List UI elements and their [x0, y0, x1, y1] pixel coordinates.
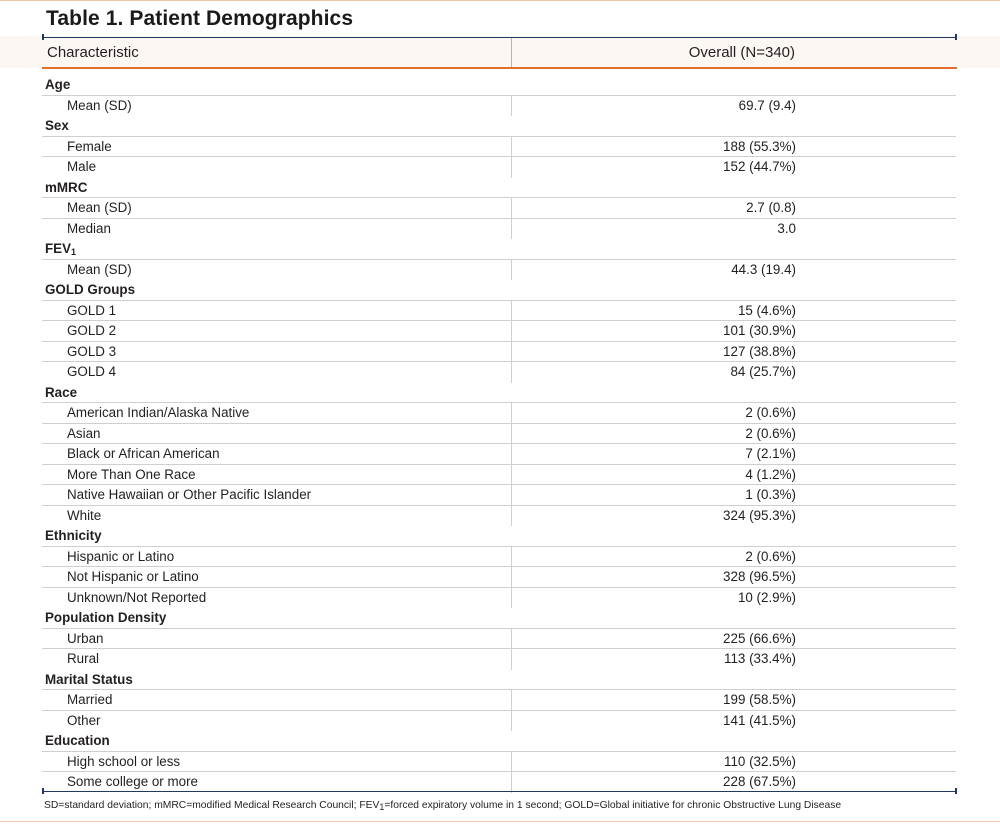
column-divider	[511, 629, 512, 650]
row-value: 69.7 (9.4)	[738, 97, 796, 113]
header-top-right-tick	[955, 34, 957, 40]
label-text: FEV	[45, 241, 72, 256]
table-row	[42, 444, 956, 465]
table-row	[42, 260, 956, 281]
footnote-subscript: 1	[379, 802, 385, 812]
section-label	[45, 116, 69, 137]
table-row	[42, 711, 956, 732]
row-value: 141 (41.5%)	[723, 712, 796, 728]
table-row	[42, 465, 956, 486]
header-band	[0, 36, 1000, 68]
table-row	[42, 321, 956, 342]
label-text: GOLD Groups	[45, 282, 136, 297]
table-row	[42, 424, 956, 445]
label-text: Black or African American	[67, 446, 220, 461]
label-text: Age	[45, 77, 71, 92]
table-row	[42, 547, 956, 568]
row-label	[67, 362, 116, 383]
label-text: Rural	[67, 651, 99, 666]
label-text: Other	[67, 712, 101, 728]
table-row	[42, 588, 956, 609]
label-text: GOLD 4	[67, 364, 117, 379]
section-label	[45, 731, 110, 752]
column-divider	[511, 711, 512, 732]
row-value: 228 (67.5%)	[723, 774, 796, 789]
label-text: High school or less	[67, 753, 181, 769]
row-value: 101 (30.9%)	[723, 323, 796, 338]
row-label	[67, 260, 132, 281]
section-label	[45, 75, 70, 96]
label-text: Married	[67, 692, 113, 707]
title-band	[0, 1, 1000, 35]
row-value: 127 (38.8%)	[723, 343, 796, 359]
section-row	[42, 383, 956, 404]
column-divider	[511, 485, 512, 506]
row-label	[67, 219, 111, 240]
section-row	[42, 608, 956, 629]
section-row	[42, 116, 956, 137]
label-text: American Indian/Alaska Native	[67, 405, 250, 420]
label-text: Race	[45, 384, 78, 400]
column-divider	[511, 96, 512, 117]
column-divider	[511, 465, 512, 486]
label-text: Population Density	[45, 610, 167, 625]
label-text: Ethnicity	[45, 528, 102, 543]
label-text: Female	[67, 138, 112, 154]
row-value: 15 (4.6%)	[737, 302, 796, 318]
label-text: mMRC	[45, 179, 88, 195]
table-row	[42, 157, 956, 178]
table-bottom-left-tick	[42, 788, 44, 794]
header-top-rule	[42, 37, 957, 38]
table-row	[42, 772, 956, 793]
table-row	[42, 403, 956, 424]
section-label	[45, 526, 102, 547]
row-value: 44.3 (19.4)	[731, 261, 796, 277]
table-row	[42, 629, 956, 650]
column-divider	[511, 342, 512, 363]
column-divider	[511, 649, 512, 670]
row-value: 152 (44.7%)	[723, 159, 796, 174]
section-label	[45, 670, 133, 691]
column-divider	[511, 444, 512, 465]
row-value: 3.0	[777, 220, 796, 236]
label-text: White	[67, 507, 102, 523]
column-divider	[511, 157, 512, 178]
label-text: Some college or more	[67, 774, 198, 789]
table-row	[42, 219, 956, 240]
row-value: 225 (66.6%)	[723, 630, 796, 646]
row-value: 84 (25.7%)	[730, 364, 796, 379]
section-label	[45, 178, 87, 199]
column-header-divider	[511, 38, 512, 67]
section-label	[45, 383, 77, 404]
table-row	[42, 96, 956, 117]
row-value: 2.7 (0.8)	[746, 200, 796, 215]
label-subscript: 1	[71, 247, 77, 257]
row-value: 4 (1.2%)	[745, 466, 796, 482]
label-text: Education	[45, 733, 110, 748]
row-value: 328 (96.5%)	[723, 569, 796, 584]
column-divider	[511, 588, 512, 609]
row-label	[67, 506, 101, 527]
row-label	[67, 772, 198, 793]
label-text: Not Hispanic or Latino	[67, 569, 199, 584]
column-divider	[511, 137, 512, 158]
row-label	[67, 465, 196, 486]
row-label	[67, 588, 206, 609]
label-text: Native Hawaiian or Other Pacific Islander	[67, 487, 312, 502]
row-label	[67, 137, 112, 158]
section-row	[42, 526, 956, 547]
footnote-text-part2: =forced expiratory volume in 1 second; GOLD=Global initiative for chronic Obstructive Lung Disease	[384, 800, 842, 811]
column-divider	[511, 321, 512, 342]
section-row	[42, 731, 956, 752]
header-bottom-rule	[42, 67, 957, 69]
row-value: 1 (0.3%)	[745, 487, 796, 502]
column-divider	[511, 752, 512, 773]
table-row	[42, 485, 956, 506]
row-label	[67, 198, 132, 219]
column-divider	[511, 362, 512, 383]
table-row	[42, 649, 956, 670]
header-top-left-tick	[42, 34, 44, 40]
row-label	[67, 403, 249, 424]
row-label	[67, 342, 116, 363]
section-row	[42, 670, 956, 691]
row-value: 2 (0.6%)	[745, 405, 796, 420]
label-text: GOLD 3	[67, 343, 117, 359]
row-label	[67, 485, 311, 506]
label-text: Mean (SD)	[67, 261, 132, 277]
column-divider	[511, 219, 512, 240]
section-label	[45, 608, 166, 629]
label-text: Mean (SD)	[67, 200, 132, 215]
row-value: 110 (32.5%)	[724, 753, 796, 769]
row-label	[67, 547, 174, 568]
table-row	[42, 342, 956, 363]
table-row	[42, 567, 956, 588]
row-label	[67, 567, 199, 588]
label-text: Unknown/Not Reported	[67, 589, 207, 605]
table-row	[42, 506, 956, 527]
label-text: Marital Status	[45, 671, 133, 687]
column-divider	[511, 403, 512, 424]
table-row	[42, 690, 956, 711]
label-text: Sex	[45, 118, 69, 133]
label-text: Median	[67, 220, 111, 236]
row-value: 199 (58.5%)	[723, 692, 796, 707]
row-label	[67, 157, 96, 178]
row-label	[67, 629, 103, 650]
row-value: 324 (95.3%)	[723, 507, 796, 523]
table-bottom-right-tick	[955, 788, 957, 794]
label-text: GOLD 2	[67, 323, 117, 338]
row-label	[67, 424, 101, 445]
column-header-overall: Overall (N=340)	[688, 44, 795, 61]
row-label	[67, 301, 116, 322]
row-value: 7 (2.1%)	[745, 446, 796, 461]
label-text: Asian	[67, 425, 101, 441]
table-row	[42, 752, 956, 773]
label-text: Male	[67, 159, 97, 174]
label-text: Urban	[67, 630, 104, 646]
section-row	[42, 178, 956, 199]
row-label	[67, 96, 132, 117]
row-value: 188 (55.3%)	[723, 138, 796, 154]
row-label	[67, 321, 116, 342]
column-divider	[511, 567, 512, 588]
section-row	[42, 280, 956, 301]
label-text: Hispanic or Latino	[67, 548, 175, 564]
label-text: GOLD 1	[67, 302, 117, 318]
table-row	[42, 198, 956, 219]
table-row	[42, 137, 956, 158]
column-divider	[511, 424, 512, 445]
column-divider	[511, 301, 512, 322]
section-label	[45, 280, 135, 301]
row-label	[67, 690, 112, 711]
column-divider	[511, 506, 512, 527]
row-value: 113 (33.4%)	[724, 651, 796, 666]
label-text: More Than One Race	[67, 466, 196, 482]
column-divider	[511, 198, 512, 219]
label-text: Mean (SD)	[67, 97, 132, 113]
footnote-text-part1: SD=standard deviation; mMRC=modified Medical Research Council; FEV	[44, 800, 380, 811]
section-row	[42, 239, 956, 260]
table-footnote	[44, 800, 841, 812]
section-label	[45, 239, 76, 260]
section-row	[42, 75, 956, 96]
column-divider	[511, 260, 512, 281]
bottom-border	[0, 821, 1000, 822]
column-divider	[511, 772, 512, 793]
row-label	[67, 444, 220, 465]
row-label	[67, 752, 180, 773]
column-divider	[511, 690, 512, 711]
table-title: Table 1. Patient Demographics	[46, 7, 354, 30]
row-value: 2 (0.6%)	[745, 425, 796, 441]
row-label	[67, 649, 99, 670]
row-value: 10 (2.9%)	[737, 589, 796, 605]
row-label	[67, 711, 101, 732]
column-header-characteristic: Characteristic	[47, 44, 139, 61]
column-divider	[511, 547, 512, 568]
row-value: 2 (0.6%)	[745, 548, 796, 564]
table-row	[42, 362, 956, 383]
table-row	[42, 301, 956, 322]
table-bottom-rule	[42, 791, 957, 792]
